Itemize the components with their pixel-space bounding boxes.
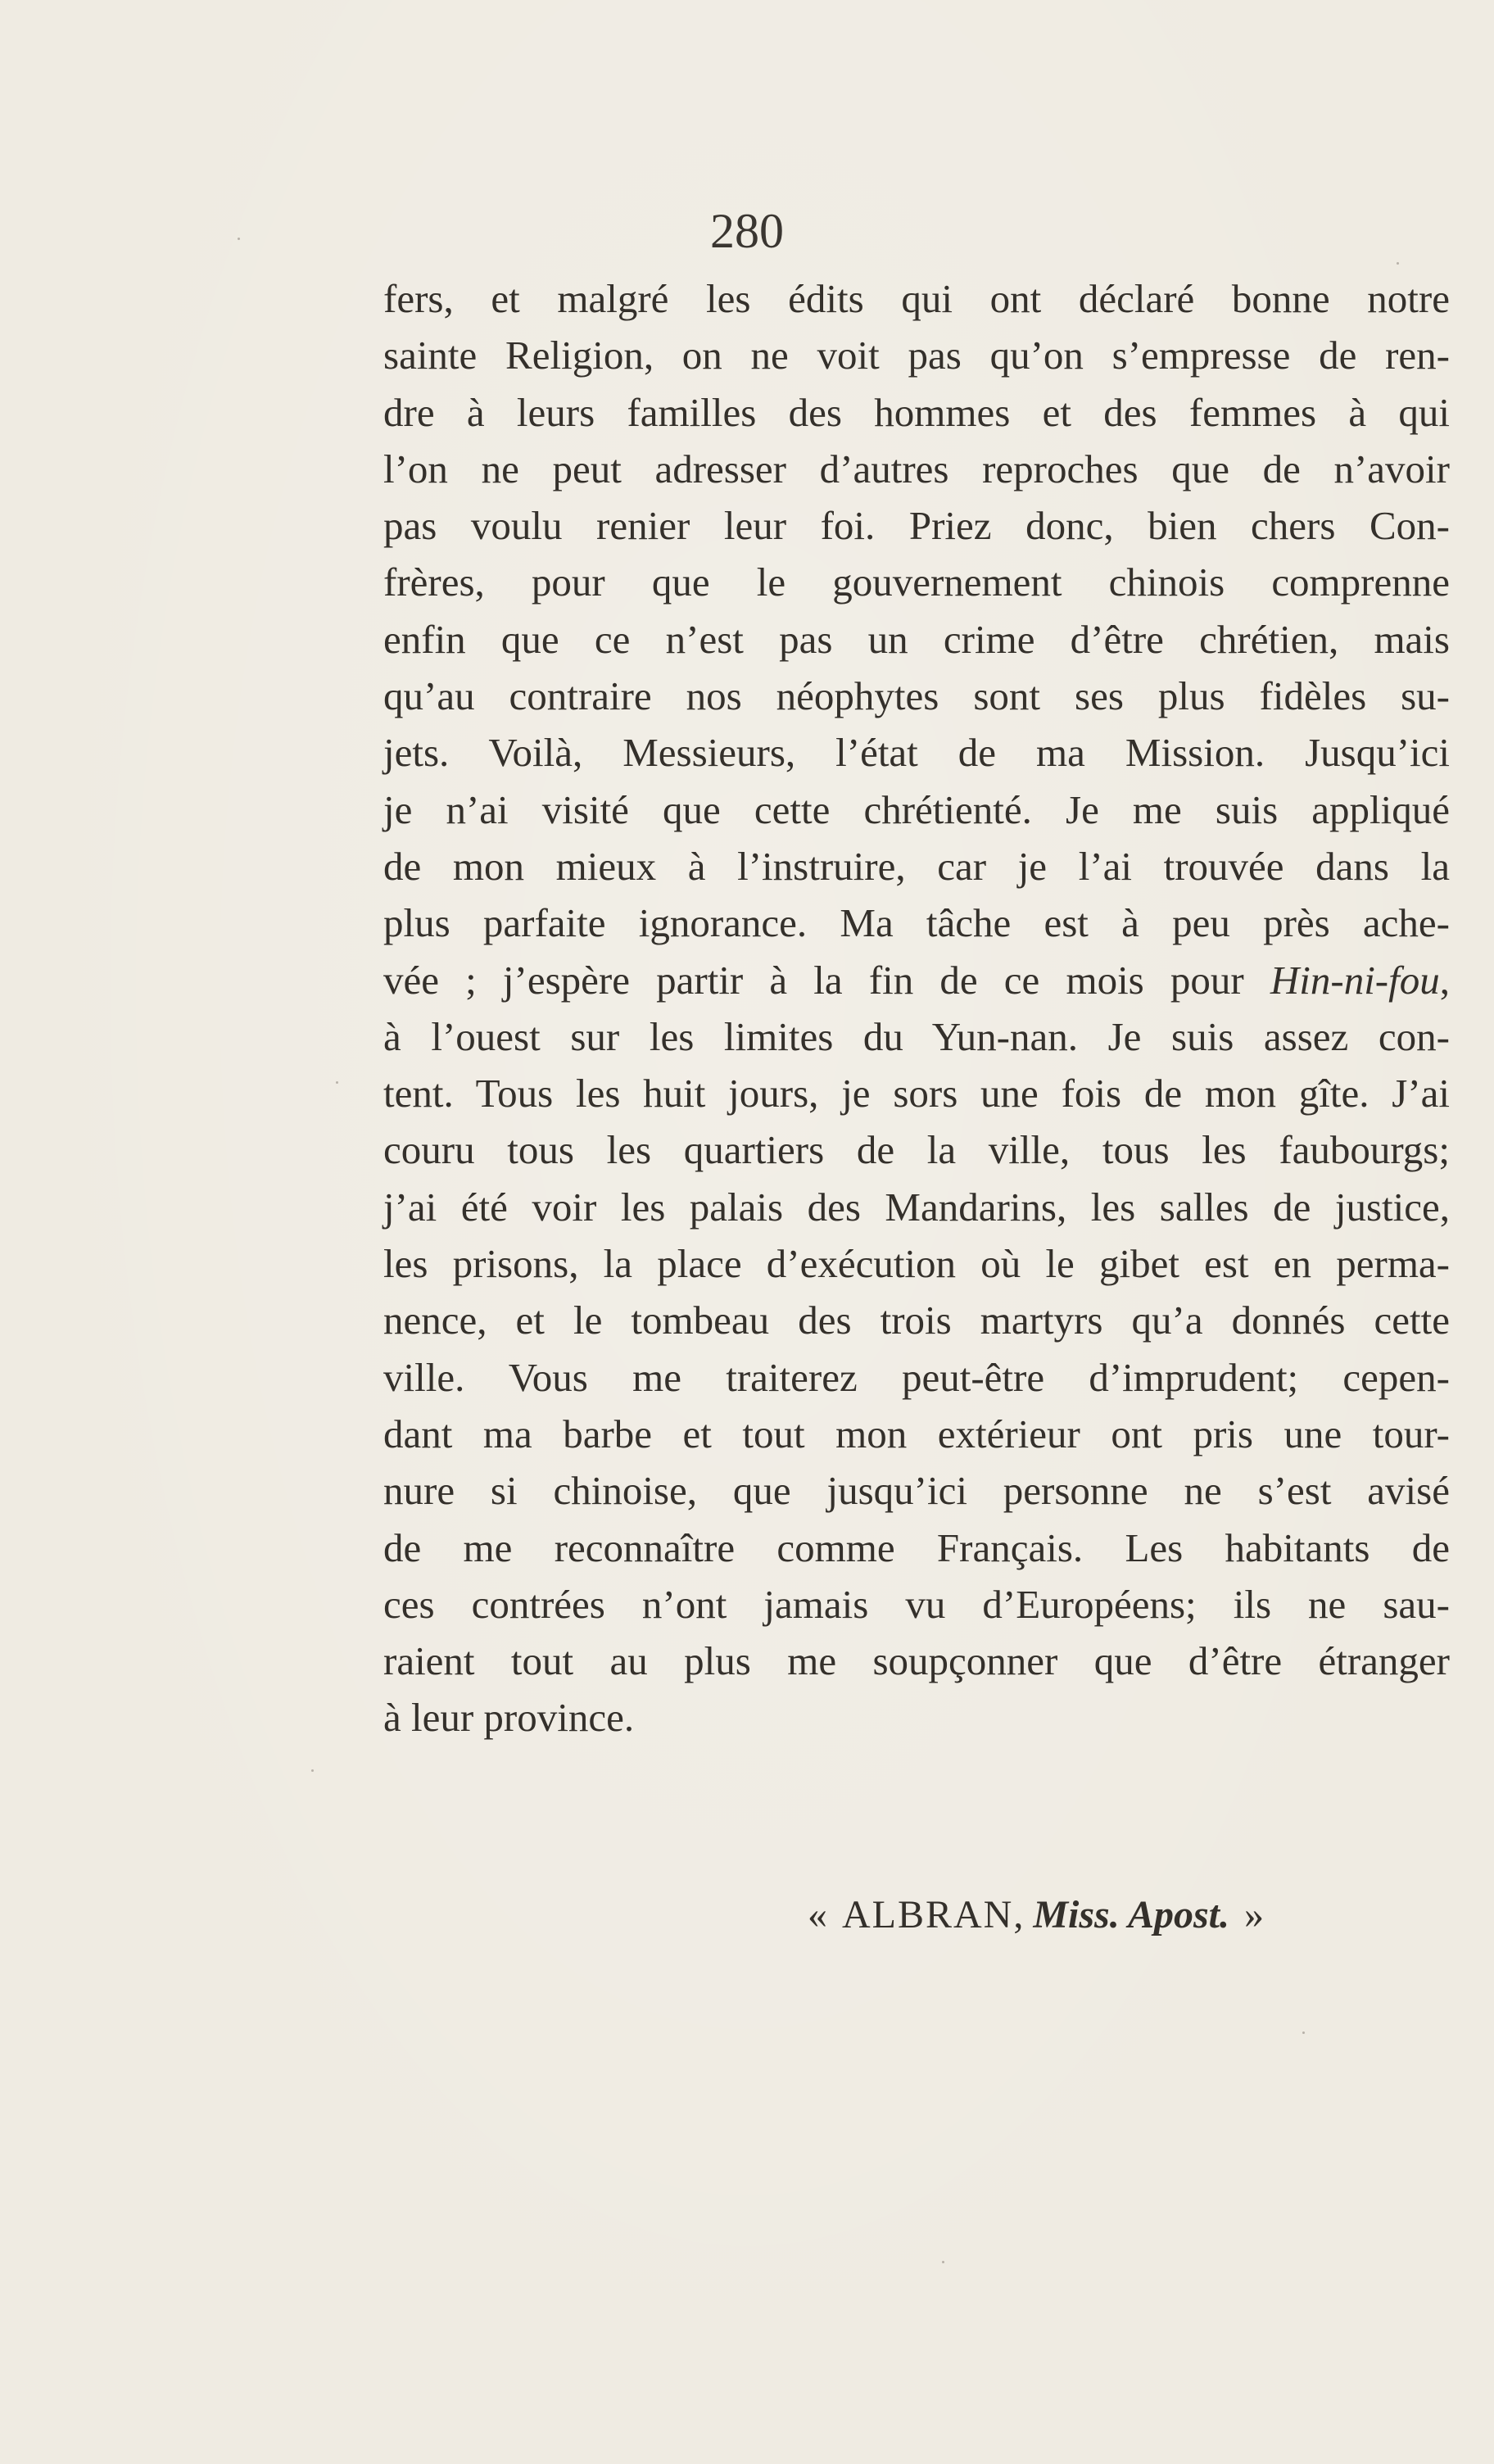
close-quote: » [1243,1893,1264,1936]
text-line: de me reconnaître comme Français. Les habitants de [383,1524,1450,1570]
text-line: enfin que ce n’est pas un crime d’être chrétien, mais [383,616,1450,662]
text-line: ville. Vous me traiterez peut-être d’imprudent; cepen- [383,1354,1450,1400]
text-line: jets. Voilà, Messieurs, l’état de ma Mission. Jusqu’ici [383,730,1450,776]
signature-name: ALBRAN [842,1893,1014,1936]
text-line: j’ai été voir les palais des Mandarins, les salles de justice, [383,1184,1450,1230]
open-quote: « [808,1893,827,1936]
text-line: plus parfaite ignorance. Ma tâche est à peu près ache- [383,900,1450,946]
place-name-italic: Hin-ni-fou [1270,957,1440,1003]
text-line: frères, pour que le gouvernement chinois comprenne [383,559,1450,605]
text-line: de mon mieux à l’instruire, car je l’ai trouvée dans la [383,843,1450,889]
text-line: qu’au contraire nos néophytes sont ses plus fidèles su- [383,673,1450,719]
text-line: je n’ai visité que cette chrétienté. Je me suis appliqué [383,786,1450,832]
paper-speck [311,1769,314,1772]
text-line: l’on ne peut adresser d’autres reproches que de n’avoir [383,446,1450,491]
paper-speck [238,238,240,240]
text-line: tent. Tous les huit jours, je sors une fois de mon gîte. J’ai [383,1071,1450,1116]
paper-speck [336,1081,338,1084]
text-line: pas voulu renier leur foi. Priez donc, bien chers Con- [383,503,1450,549]
paper-speck [1302,2031,1305,2034]
body-text [383,270,1450,1746]
text-line: les prisons, la place d’exécution où le gibet est en perma- [383,1241,1450,1287]
text-line: vée ; j’espère partir à la fin de ce mois pour Hin-ni-fou, [383,957,1450,1003]
paper-speck [942,2261,944,2263]
signature-separator: , [1013,1893,1024,1936]
text-line: fers, et malgré les édits qui ont déclaré bonne notre [383,276,1450,321]
text-line: nure si chinoise, que jusqu’ici personne ne s’est avisé [383,1468,1450,1514]
text-line: à l’ouest sur les limites du Yun-nan. Je suis assez con- [383,1013,1450,1059]
signature-title: Miss. Apost. [1033,1893,1229,1936]
signature [803,1892,1343,1937]
text-line: dant ma barbe et tout mon extérieur ont pris une tour- [383,1411,1450,1456]
text-line: couru tous les quartiers de la ville, tous les faubourgs; [383,1127,1450,1173]
page-number: 280 [710,204,784,258]
text-line: nence, et le tombeau des trois martyrs qu’a donnés cette [383,1298,1450,1343]
text-line: ces contrées n’ont jamais vu d’Européens; ils ne sau- [383,1581,1450,1627]
text-line: sainte Religion, on ne voit pas qu’on s’empresse de ren- [383,333,1450,378]
text-line: raient tout au plus me soupçonner que d’être étranger [383,1638,1450,1684]
paper-speck [1397,262,1399,265]
text-line-last: à leur province. [383,1695,635,1741]
text-line: dre à leurs familles des hommes et des femmes à qui [383,389,1450,435]
